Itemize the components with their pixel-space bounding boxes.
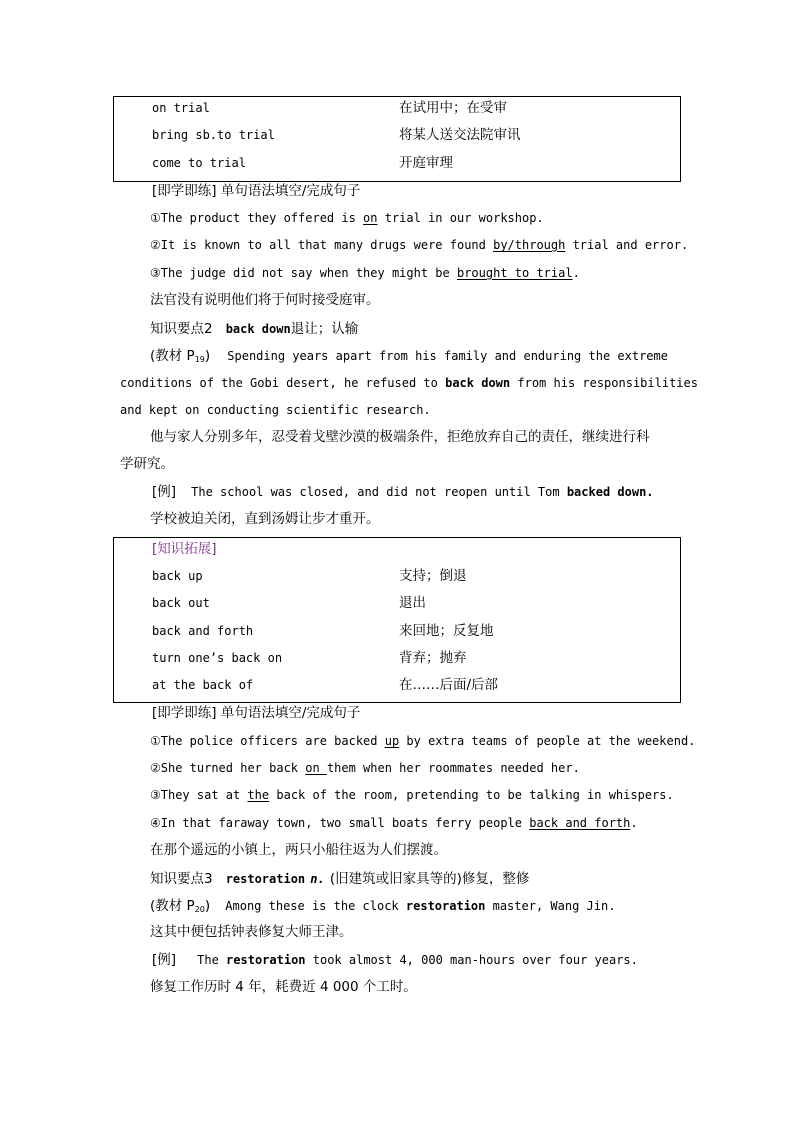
sentence-text: Spending years apart from his family and enduring the extreme bbox=[227, 349, 668, 363]
phrase-cn: 在……后面/后部 bbox=[399, 677, 499, 693]
example-label: [例] bbox=[152, 952, 177, 968]
sentence-text: trial in our workshop. bbox=[377, 211, 544, 225]
answer-blank: by/through bbox=[493, 238, 566, 252]
answer-blank: up bbox=[384, 734, 400, 748]
translation-cn: 他与家人分别多年，忍受着戈壁沙漠的极端条件，拒绝放弃自己的责任，继续进行科 bbox=[150, 429, 650, 445]
exercise-sentence bbox=[150, 208, 544, 228]
exercise-sentence bbox=[150, 785, 674, 805]
phrase-cn: 在试用中；在受审 bbox=[399, 100, 507, 116]
translation-cn: 这其中便包括钟表修复大师王津。 bbox=[150, 924, 353, 940]
phrase-cn: 开庭审理 bbox=[399, 155, 453, 171]
answer-blank: on bbox=[305, 761, 327, 775]
phrase-cn: 背弃；抛弃 bbox=[399, 650, 467, 666]
phrase-en: turn one’s back on bbox=[152, 651, 283, 665]
example-sentence bbox=[152, 949, 638, 970]
textbook-source bbox=[150, 348, 210, 364]
source-page: 20 bbox=[194, 905, 205, 914]
point-meaning: 退让；认输 bbox=[290, 321, 359, 337]
example-text bbox=[191, 485, 653, 499]
example-label: [例] bbox=[152, 484, 177, 500]
exercise-sentence bbox=[150, 758, 580, 778]
phrase-cn: 支持；倒退 bbox=[399, 568, 467, 584]
part-of-speech: n. bbox=[310, 872, 325, 886]
example-text bbox=[197, 953, 638, 967]
exercise-sentence bbox=[150, 731, 695, 751]
sentence-text: The bbox=[197, 953, 227, 967]
source-text: ) bbox=[204, 898, 211, 914]
point-term: restoration bbox=[225, 872, 306, 886]
table-heading: [知识拓展] bbox=[152, 541, 217, 557]
knowledge-point-heading bbox=[150, 868, 529, 889]
translation-cn: 在那个遥远的小镇上，两只小船往返为人们摆渡。 bbox=[150, 842, 447, 858]
sentence-text: conditions of the Gobi desert, he refused to bbox=[120, 376, 446, 390]
phrase-en: bring sb.to trial bbox=[152, 128, 275, 142]
textbook-sentence: and kept on conducting scientific research. bbox=[120, 403, 431, 417]
phrase-cn: 退出 bbox=[399, 595, 426, 611]
translation-cn: 学研究。 bbox=[120, 456, 174, 472]
table-row bbox=[152, 621, 674, 641]
point-label: 知识要点2 bbox=[150, 321, 213, 337]
sentence-text: Among these is the clock bbox=[225, 899, 406, 913]
sentence-text: from his responsibilities bbox=[510, 376, 698, 390]
phrase-en: on trial bbox=[152, 101, 210, 115]
sentence-text: master, Wang Jin. bbox=[485, 899, 616, 913]
phrase-table-trial bbox=[113, 96, 681, 182]
sentence-text: trial and error. bbox=[565, 238, 689, 252]
sentence-text: ②She turned her back bbox=[150, 761, 306, 775]
phrase-cn: 将某人送交法院审讯 bbox=[399, 127, 521, 143]
textbook-sentence bbox=[150, 895, 615, 920]
sentence-text: . bbox=[630, 816, 638, 830]
key-phrase: backed down. bbox=[566, 485, 654, 499]
phrase-en: back out bbox=[152, 596, 210, 610]
sentence-text: ④In that faraway town, two small boats ferry people bbox=[150, 816, 530, 830]
sentence-text: ③The judge did not say when they might be bbox=[150, 266, 457, 280]
phrase-en: back and forth bbox=[152, 624, 254, 638]
source-text: (教材 P bbox=[150, 348, 195, 364]
sentence-text: ①The police officers are backed bbox=[150, 734, 385, 748]
answer-blank: back and forth bbox=[529, 816, 631, 830]
exercise-sentence bbox=[150, 235, 688, 255]
textbook-source bbox=[150, 898, 210, 914]
point-label: 知识要点3 bbox=[150, 871, 213, 887]
sentence-text: back of the room, pretending to be talking in whispers. bbox=[269, 788, 674, 802]
practice-heading: [即学即练] 单句语法填空/完成句子 bbox=[152, 705, 361, 721]
table-row bbox=[152, 593, 674, 613]
source-text: ) bbox=[204, 348, 211, 364]
phrase-en: at the back of bbox=[152, 678, 254, 692]
sentence-text bbox=[225, 899, 615, 913]
sentence-text: . bbox=[572, 266, 580, 280]
translation-cn: 学校被迫关闭，直到汤姆让步才重开。 bbox=[150, 511, 380, 527]
exercise-sentence bbox=[150, 813, 638, 833]
source-text: (教材 P bbox=[150, 898, 195, 914]
sentence-text: ③They sat at bbox=[150, 788, 248, 802]
knowledge-point-heading bbox=[150, 318, 358, 339]
table-heading-row bbox=[152, 539, 674, 559]
exercise-sentence bbox=[150, 263, 580, 283]
example-sentence bbox=[152, 481, 654, 502]
sentence-text: ①The product they offered is bbox=[150, 211, 364, 225]
point-meaning: (旧建筑或旧家具等的)修复，整修 bbox=[329, 871, 530, 887]
practice-heading: [即学即练] 单句语法填空/完成句子 bbox=[152, 183, 361, 199]
phrase-en: come to trial bbox=[152, 156, 246, 170]
key-phrase: restoration bbox=[405, 899, 486, 913]
table-row bbox=[152, 675, 674, 695]
sentence-text: ②It is known to all that many drugs were found bbox=[150, 238, 494, 252]
table-row bbox=[152, 648, 674, 668]
table-row bbox=[152, 98, 674, 118]
key-phrase: restoration bbox=[226, 953, 306, 967]
translation-cn: 法官没有说明他们将于何时接受庭审。 bbox=[150, 292, 380, 308]
table-row bbox=[152, 125, 674, 145]
source-page: 19 bbox=[194, 355, 205, 364]
answer-blank: the bbox=[247, 788, 270, 802]
point-term: back down bbox=[225, 322, 291, 336]
sentence-text: took almost 4, 000 man-hours over four years. bbox=[305, 953, 638, 967]
key-phrase: back down bbox=[445, 376, 511, 390]
phrase-cn: 来回地；反复地 bbox=[399, 623, 494, 639]
phrase-en: back up bbox=[152, 569, 203, 583]
phrase-table-back bbox=[113, 537, 681, 703]
textbook-sentence bbox=[120, 373, 698, 393]
answer-blank: brought to trial bbox=[456, 266, 573, 280]
sentence-text: them when her roommates needed her. bbox=[326, 761, 580, 775]
sentence-text: by extra teams of people at the weekend. bbox=[399, 734, 696, 748]
textbook-sentence bbox=[150, 345, 668, 370]
table-row bbox=[152, 153, 674, 173]
table-row bbox=[152, 566, 674, 586]
translation-cn: 修复工作历时 4 年，耗费近 4 000 个工时。 bbox=[150, 979, 417, 995]
sentence-text: The school was closed, and did not reopen until Tom bbox=[191, 485, 567, 499]
answer-blank: on bbox=[363, 211, 378, 225]
